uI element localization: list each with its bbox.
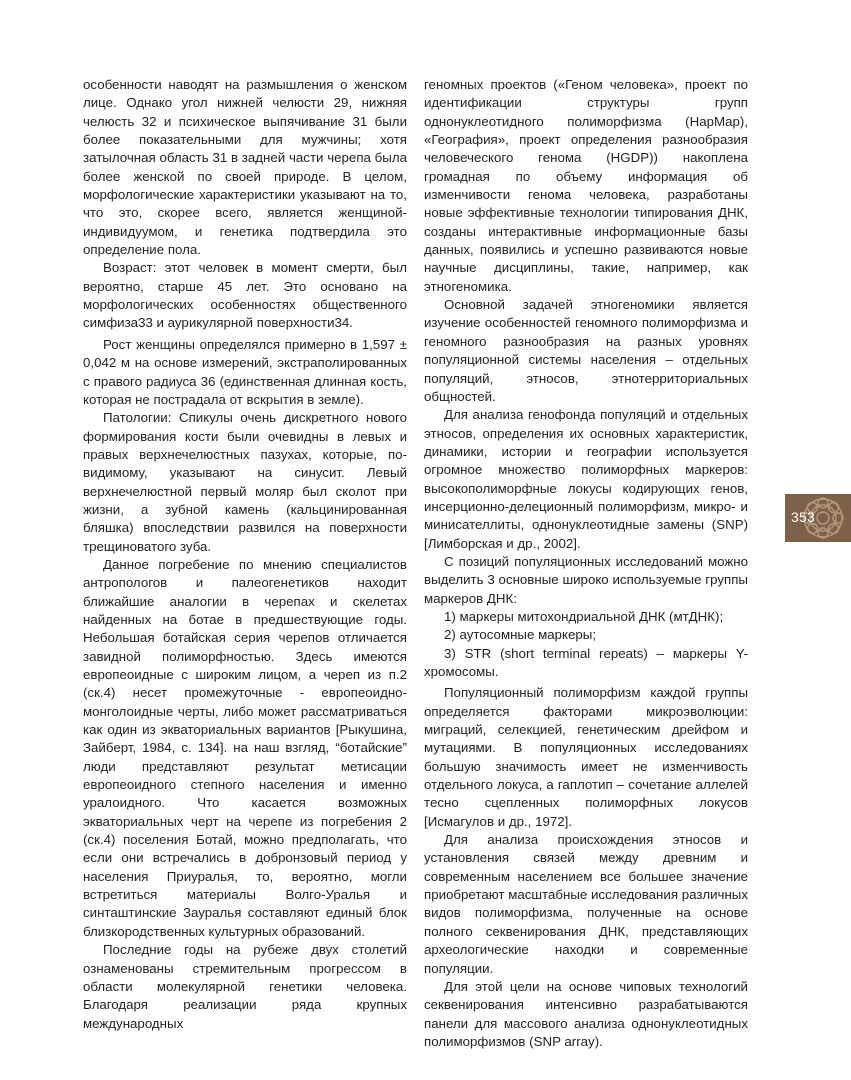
paragraph: С позиций популяционных исследований можно выделить 3 основные широко используемые группы маркеров ДНК: [424, 553, 748, 606]
paragraph: Данное погребение по мнению специалистов антропологов и палеогенетиков находит ближайшие аналогии в черепах и скелетах найденных на ботае в предшествующие годы. Небольшая ботайская серия черепов отличается завидной полиморфностью. Здесь имеются европеоидные с широким лицом, а череп из п.2 (ск.4) несет промежуточные - европеоидно-монголоидные черты, либо может рассматриваться как один из экваториальных вариантов [Рыкушина, Зайберт, 1984, с. 134]. на наш взгляд, “ботайские” люди представляют результат метисации европеоидного степного населения и именно уралоидного. Что касается возможных экваториальных черт на черепе из погребения 2 (ск.4) поселения Ботай, можно предполагать, что если они встречались в добронзовый период у населения Приуралья, то, вероятно, могли встретиться материалы Волго-Уралья и синташтинские Зауралья составляют единый блок близкородственных культурных образований. [83, 556, 407, 939]
paragraph: Основной задачей этногеномики является изучение особенностей геномного полиморфизма и геномного разнообразия на разных уровнях популяционной системы населения – отдельных популяций, этносов, этнотерриториальных общностей. [424, 297, 748, 404]
paragraph: геномных проектов («Геном человека», проект по идентификации структуры групп однонуклеотидного полиморфизма (HapMap), «География», проект определения разнообразия человеческого генома (HGDP)) накоплена громадная по объему информация об изменчивости генома человека, разработаны новые эффективные технологии типирования ДНК, созданы интерактивные информационные базы данных, появились и успешно развиваются новые научные дисциплины, такие, например, как этногеномика. [424, 77, 748, 294]
paragraph: Рост женщины определялся примерно в 1,597 ± 0,042 м на основе измерений, экстраполированных с правого радиуса 36 (единственная длинная кость, которая не пострадала от вскрытия в земле). [83, 336, 407, 407]
list-item: 3) STR (short terminal repeats) – маркеры Y-хромосомы. [424, 645, 748, 679]
page-number: 353 [791, 509, 815, 525]
paragraph: Для этой цели на основе чиповых технологий секвенирования интенсивно разрабатываются панели для массового анализа однонуклеотидных полиморфизмов (SNP array). [424, 978, 748, 1049]
page-number-tab [785, 494, 851, 542]
left-column [83, 76, 407, 1033]
paragraph: Патологии: Спикулы очень дискретного нового формирования кости были очевидны в левых и правых верхнечелюстных пазухах, которые, по-видимому, указывают на синусит. Левый верхнечелюстной первый моляр был сколот при жизни, а зубной камень (кальцинированная бляшка) впоследствии развился на поверхности трещиноватого зуба. [83, 410, 407, 554]
paragraph: Для анализа происхождения этносов и установления связей между древним и современным населением все большее значение приобретают масштабные исследования различных видов полиморфизма, полученные на основе полного секвенирования ДНК, представляющих археологические находки и современные популяции. [424, 832, 748, 976]
paragraph: особенности наводят на размышления о женском лице. Однако угол нижней челюсти 29, нижняя челюсть 32 и психическое выпячивание 31 были более показательными для мужчины; хотя затылочная область 31 в задней части черепа была более женской по своей природе. В целом, морфологические характеристики указывают на то, что это, скорее всего, является женщиной-индивидуумом, и генетика подтвердила это определение пола. [83, 77, 407, 258]
paragraph: Возраст: этот человек в момент смерти, был вероятно, старше 45 лет. Это основано на морфологических особенностях общественного симфиза33 и аурикулярной поверхности34. [83, 260, 407, 331]
paragraph: Последние годы на рубеже двух столетий ознаменованы стремительным прогрессом в области молекулярной генетики человека. Благодаря реализации ряда крупных международных [83, 942, 407, 1031]
list-item: 1) маркеры митохондриальной ДНК (мтДНК); [444, 608, 724, 624]
list-item: 2) аутосомные маркеры; [444, 627, 597, 643]
right-column [424, 76, 748, 1051]
paragraph: Популяционный полиморфизм каждой группы определяется факторами микроэволюции: миграций, селекцией, генетическим дрейфом и мутациями. В популяционных исследованиях большую значимость имеет не изменчивость отдельного локуса, а гаплотип – сочетание аллелей тесно сцепленных полиморфных локусов [Исмагулов и др., 1972]. [424, 685, 748, 829]
paragraph: Для анализа генофонда популяций и отдельных этносов, определения их основных характеристик, динамики, истории и географии используется огромное множество полиморфных маркеров: высокополиморфные локусы кодирующих генов, инсерционно-делеционный полиморфизм, микро- и минисателлиты, однонуклеотидные замены (SNP) [Лимборская и др., 2002]. [424, 407, 748, 551]
